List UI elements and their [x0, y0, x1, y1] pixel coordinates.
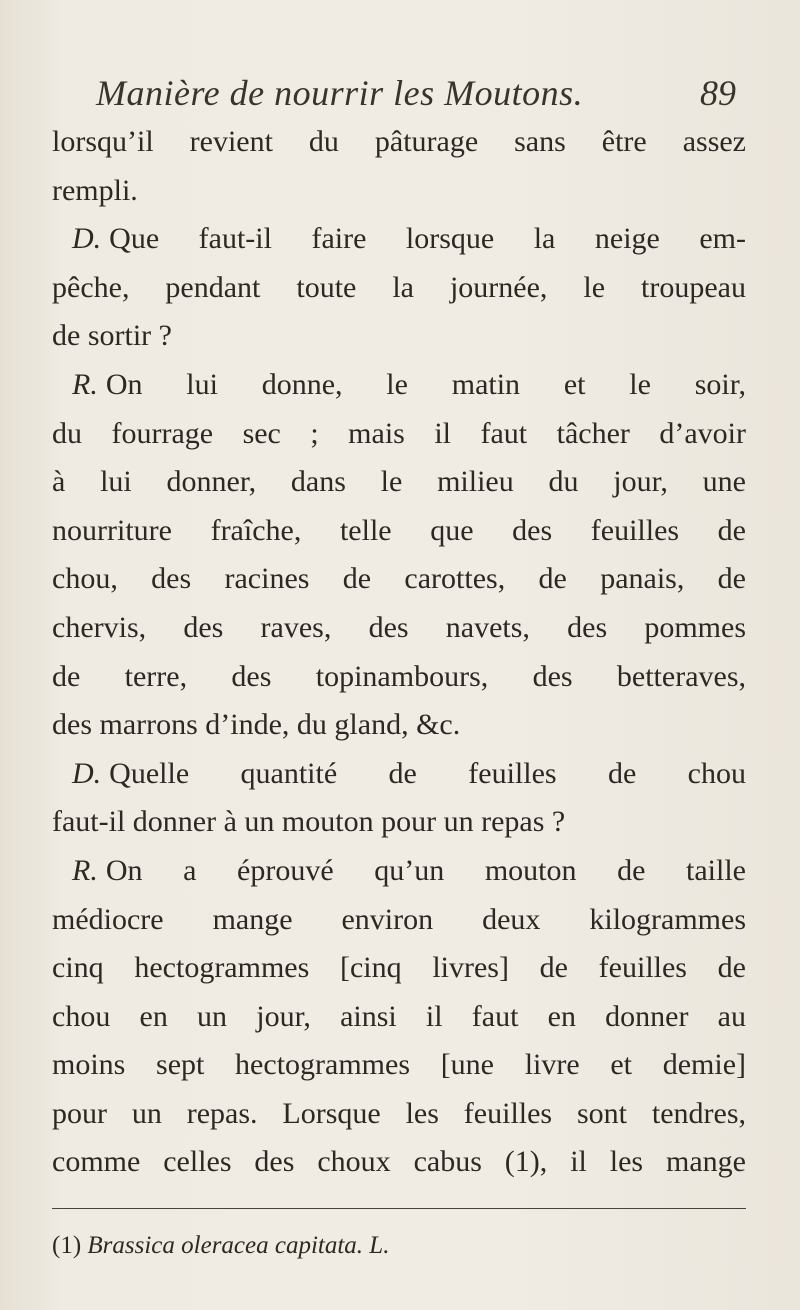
- body-text: [52, 118, 746, 1187]
- line-text: du fourrage sec ; mais il faut tâcher d’avoir: [52, 416, 746, 450]
- line-text: de sortir ?: [52, 319, 172, 353]
- text-line: [52, 167, 746, 216]
- text-line: [52, 312, 746, 361]
- line-text: médiocre mange environ deux kilogrammes: [52, 902, 746, 936]
- footnote: [52, 1232, 389, 1260]
- line-text: chou, des racines de carottes, de panais, de: [52, 562, 746, 596]
- line-text: des marrons d’inde, du gland, &c.: [52, 708, 461, 742]
- speaker-label: R.: [72, 367, 98, 401]
- text-line: [52, 944, 746, 993]
- text-line: [52, 798, 746, 847]
- text-line: [52, 361, 746, 410]
- text-line: [52, 653, 746, 702]
- footnote-text: Brassica oleracea capitata. L.: [87, 1232, 390, 1259]
- text-line: [52, 118, 746, 167]
- page-number: 89: [700, 73, 736, 113]
- text-line: [52, 701, 746, 750]
- line-text: Quelle quantité de feuilles de chou: [109, 756, 746, 790]
- speaker-label: D.: [72, 222, 102, 256]
- text-line: [52, 410, 746, 459]
- page-header: [96, 72, 736, 122]
- line-text: faut-il donner à un mouton pour un repas ?: [52, 805, 566, 839]
- line-text: cinq hectogrammes [cinq livres] de feuilles de: [52, 951, 746, 985]
- text-line: [52, 604, 746, 653]
- line-text: Que faut-il faire lorsque la neige em-: [109, 222, 746, 256]
- line-text: comme celles des choux cabus (1), il les mange: [52, 1145, 746, 1179]
- line-text: de terre, des topinambours, des betteraves,: [52, 659, 746, 693]
- text-line: [52, 750, 746, 799]
- speaker-label: R.: [72, 853, 98, 887]
- text-line: [52, 1138, 746, 1187]
- text-line: [52, 993, 746, 1042]
- speaker-label: D.: [72, 756, 102, 790]
- text-line: [52, 1090, 746, 1139]
- line-text: On a éprouvé qu’un mouton de taille: [105, 853, 746, 887]
- line-text: On lui donne, le matin et le soir,: [105, 367, 746, 401]
- line-text: pour un repas. Lorsque les feuilles sont tendres,: [52, 1096, 746, 1130]
- text-line: [52, 1041, 746, 1090]
- line-text: lorsqu’il revient du pâturage sans être assez: [52, 125, 746, 158]
- text-line: [52, 215, 746, 264]
- text-line: [52, 847, 746, 896]
- text-line: [52, 555, 746, 604]
- line-text: à lui donner, dans le milieu du jour, une: [52, 465, 746, 499]
- line-text: chou en un jour, ainsi il faut en donner au: [52, 999, 746, 1033]
- text-line: [52, 458, 746, 507]
- line-text: moins sept hectogrammes [une livre et demie]: [52, 1048, 746, 1082]
- text-line: [52, 264, 746, 313]
- line-text: pêche, pendant toute la journée, le troupeau: [52, 270, 746, 304]
- text-line: [52, 896, 746, 945]
- text-line: [52, 507, 746, 556]
- line-text: nourriture fraîche, telle que des feuilles de: [52, 513, 746, 547]
- line-text: rempli.: [52, 173, 138, 207]
- footnote-marker: (1): [52, 1232, 82, 1259]
- line-text: chervis, des raves, des navets, des pommes: [52, 610, 746, 644]
- running-title: Manière de nourrir les Moutons.: [96, 73, 584, 113]
- footnote-rule: [52, 1208, 746, 1209]
